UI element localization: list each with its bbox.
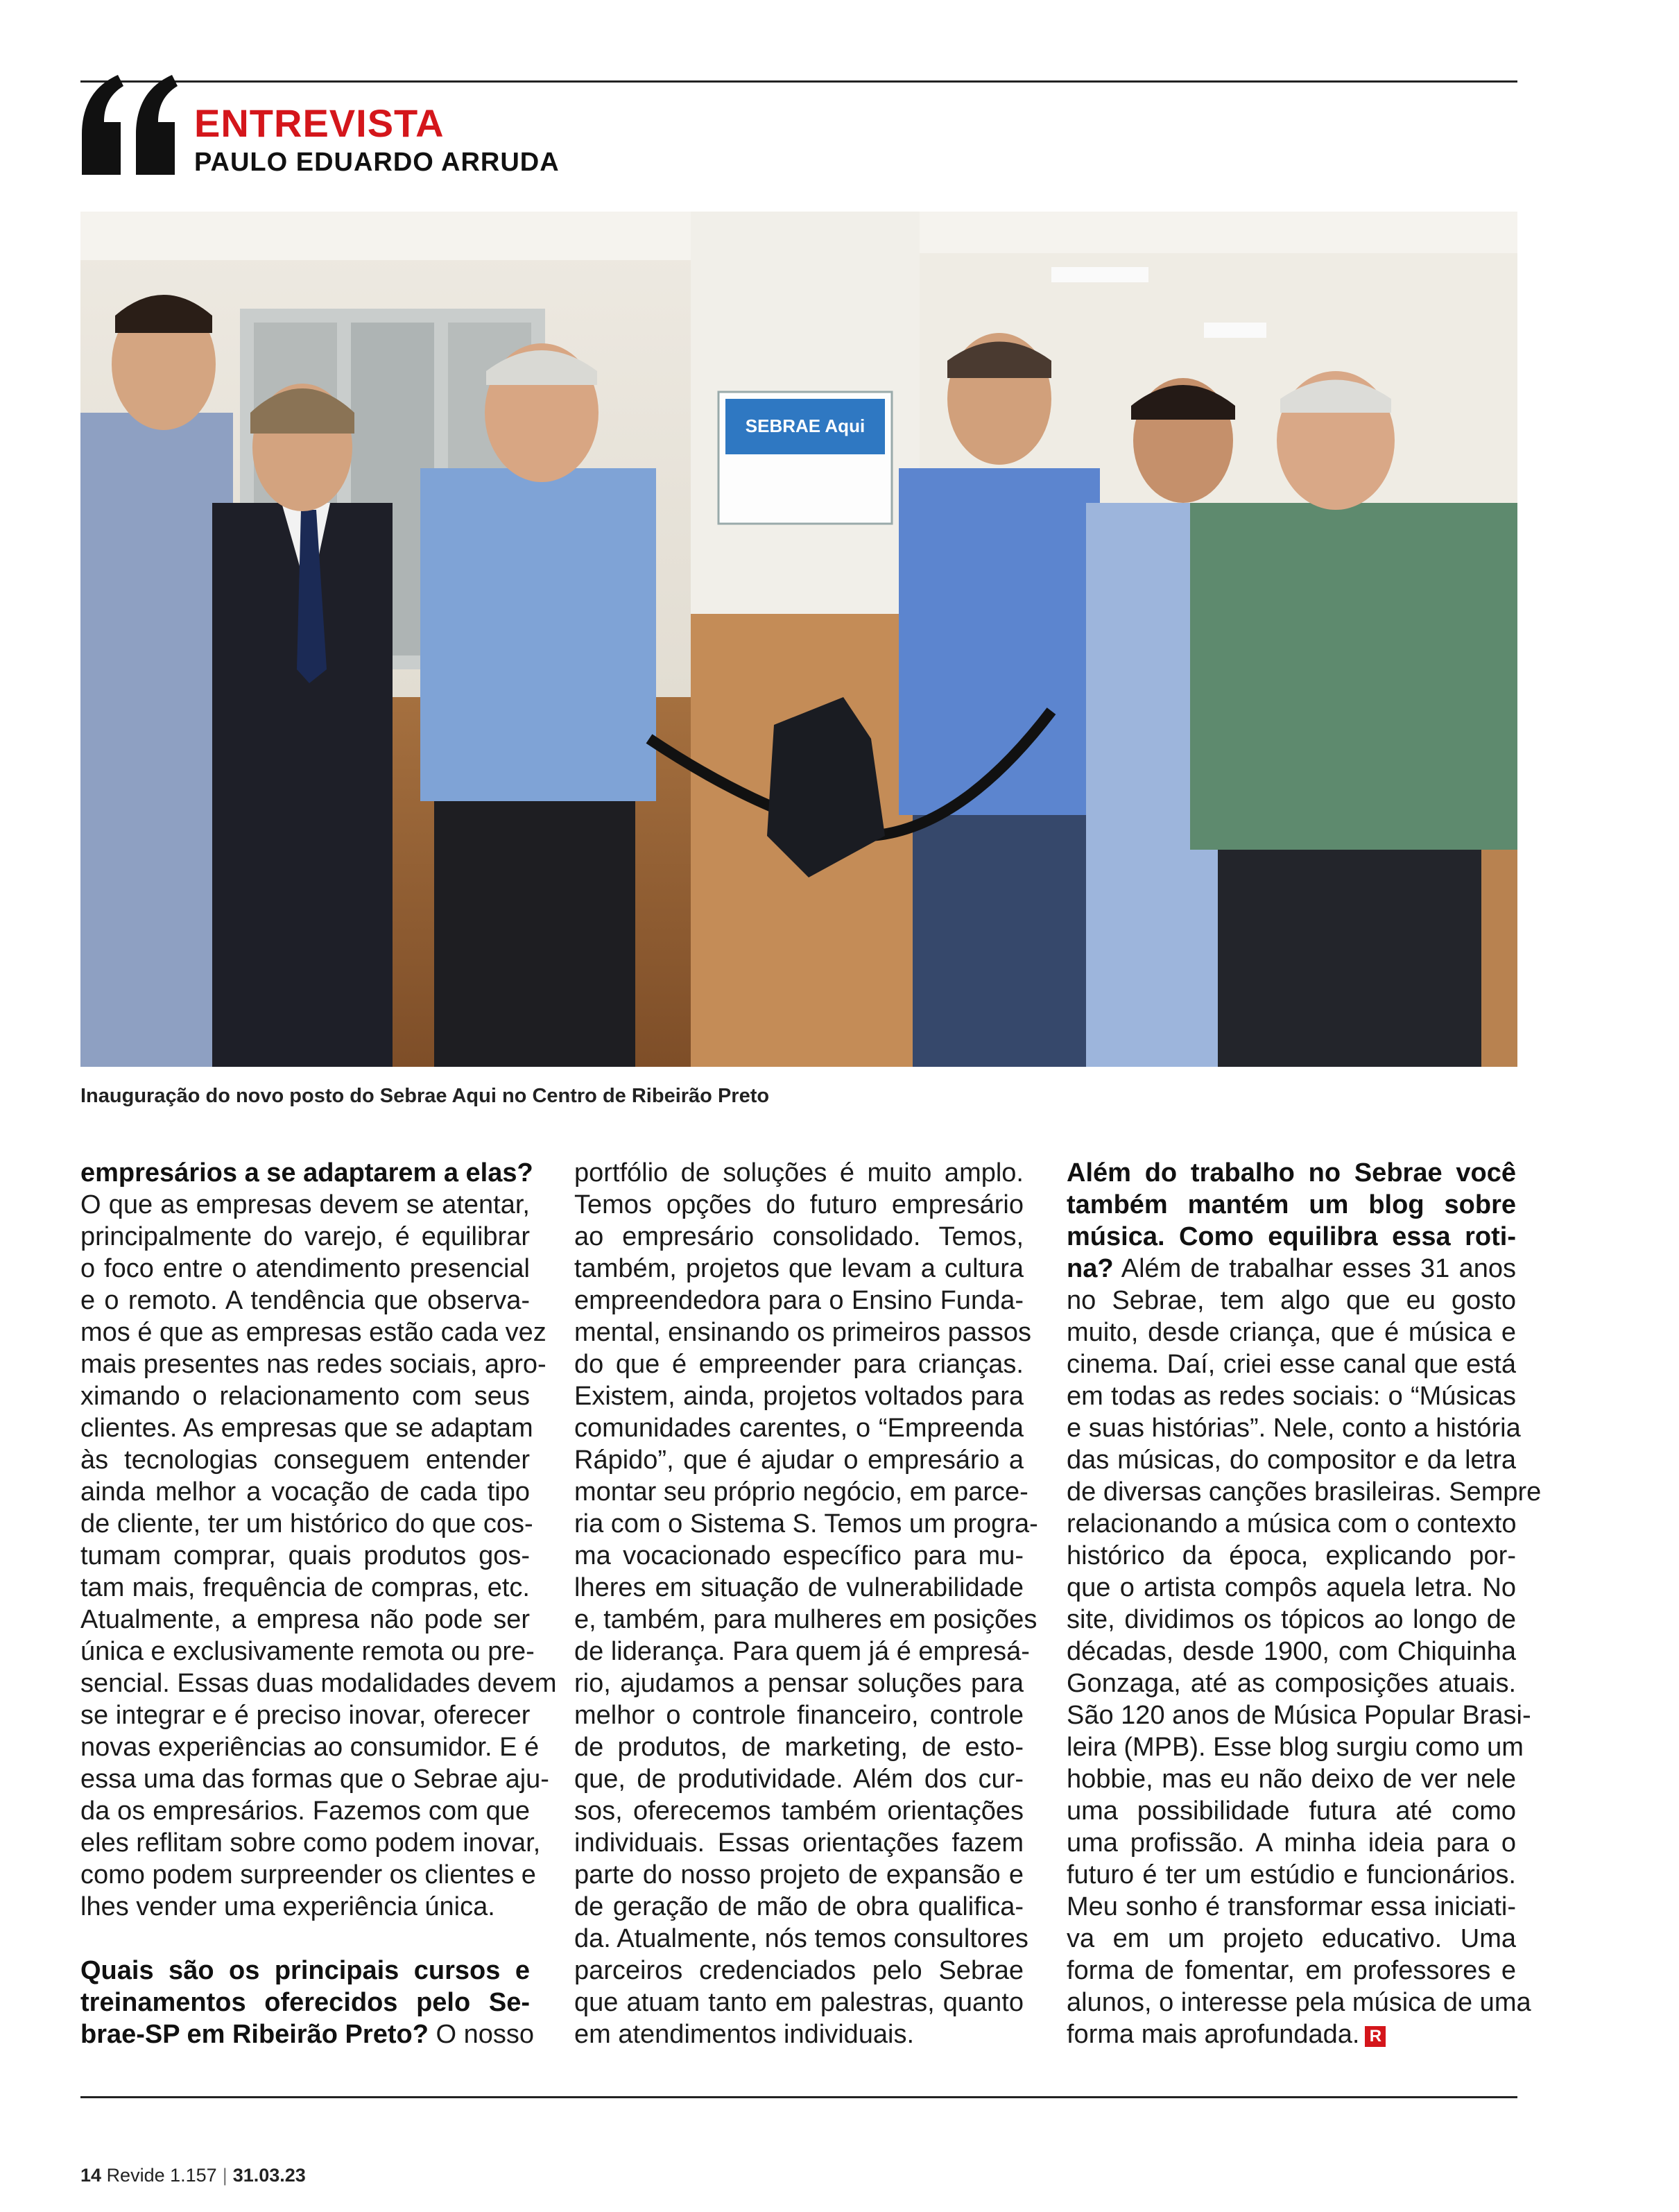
- text-line: principalmente do varejo, é equilibrar: [80, 1222, 530, 1251]
- text-line: sencial. Essas duas modalidades devem: [80, 1669, 557, 1698]
- text-line: da. Atualmente, nós temos consultores: [574, 1924, 1028, 1953]
- text-line: futuro é ter um estúdio e funcionários.: [1067, 1860, 1516, 1889]
- question-line: Além do trabalho no Sebrae você: [1067, 1158, 1516, 1188]
- text-line: das músicas, do compositor e da letra: [1067, 1446, 1516, 1475]
- photo-caption: Inauguração do novo posto do Sebrae Aqui no Centro de Ribeirão Preto: [80, 1085, 770, 1107]
- text-line: também, projetos que levam a cultura: [574, 1254, 1024, 1283]
- magazine-issue: Revide 1.157: [106, 2165, 217, 2186]
- text-line: site, dividimos os tópicos ao longo de: [1067, 1605, 1516, 1634]
- text-line: Atualmente, a empresa não pode ser: [80, 1605, 530, 1634]
- text-line: Rápido”, que é ajudar o empresário a: [574, 1446, 1024, 1475]
- text-line: novas experiências ao consumidor. E é: [80, 1733, 540, 1762]
- text-line: de diversas canções brasileiras. Sempre: [1067, 1477, 1542, 1507]
- quote-mark-icon: [78, 71, 182, 182]
- event-photo: [80, 212, 1517, 1067]
- text-line: como podem surpreender os clientes e: [80, 1860, 536, 1889]
- text-line: tam mais, frequência de compras, etc.: [80, 1573, 530, 1602]
- text-line: ximando o relacionamento com seus: [80, 1382, 530, 1411]
- text-line: e suas histórias”. Nele, conto a história: [1067, 1414, 1521, 1443]
- answer-start: O nosso: [428, 2020, 534, 2049]
- text-line: às tecnologias conseguem entender: [80, 1446, 530, 1475]
- answer-paragraph-2: [574, 1157, 1038, 2050]
- text-line: relacionando a música com o contexto: [1067, 1509, 1517, 1538]
- plaque-text: SEBRAE Aqui: [745, 415, 866, 436]
- text-line: que atuam tanto em palestras, quanto: [574, 1988, 1024, 2017]
- question-line: também mantém um blog sobre: [1067, 1190, 1516, 1219]
- text-line: lhes vender uma experiência única.: [80, 1892, 495, 1921]
- text-line: parte do nosso projeto de expansão e: [574, 1860, 1024, 1889]
- text-line: Gonzaga, até as composições atuais.: [1067, 1669, 1516, 1698]
- article-column-3: [1067, 1157, 1542, 2050]
- text-line: mental, ensinando os primeiros passos: [574, 1318, 1032, 1347]
- page-footer: 14 Revide 1.157 | 31.03.23: [80, 2165, 306, 2186]
- text-line: que, de produtividade. Além dos cur-: [574, 1765, 1024, 1794]
- text-line: mais presentes nas redes sociais, apro-: [80, 1350, 546, 1379]
- text-line: essa uma das formas que o Sebrae aju-: [80, 1765, 549, 1794]
- answer-start: Além de trabalhar esses 31 anos: [1113, 1254, 1516, 1283]
- question-paragraph-3: [1067, 1157, 1542, 2050]
- text-line: leira (MPB). Esse blog surgiu como um: [1067, 1733, 1524, 1762]
- text-line: parceiros credenciados pelo Sebrae: [574, 1956, 1024, 1985]
- answer-paragraph-1: [80, 1157, 557, 1923]
- text-line: em atendimentos individuais.: [574, 2020, 915, 2049]
- interviewee-name: PAULO EDUARDO ARRUDA: [194, 148, 560, 177]
- text-line: clientes. As empresas que se adaptam: [80, 1414, 533, 1443]
- text-line: uma profissão. A minha ideia para o: [1067, 1828, 1516, 1858]
- text-line: de liderança. Para quem já é empresá-: [574, 1637, 1030, 1666]
- bottom-rule: [80, 2096, 1517, 2098]
- text-line: sos, oferecemos também orientações: [574, 1797, 1024, 1826]
- text-line: mos é que as empresas estão cada vez: [80, 1318, 546, 1347]
- text-line: de cliente, ter um histórico do que cos-: [80, 1509, 533, 1538]
- text-line: muito, desde criança, que é música e: [1067, 1318, 1516, 1347]
- text-line: montar seu próprio negócio, em parce-: [574, 1477, 1028, 1507]
- text-line: empreendedora para o Ensino Funda-: [574, 1286, 1024, 1315]
- text-line: O que as empresas devem se atentar,: [80, 1190, 530, 1219]
- text-line: ao empresário consolidado. Temos,: [574, 1222, 1024, 1251]
- text-line: empresários a se adaptarem a elas?: [80, 1158, 533, 1188]
- issue-date: 31.03.23: [232, 2165, 306, 2186]
- page-number: 14: [80, 2165, 102, 2186]
- question-line: música. Como equilibra essa roti-: [1067, 1222, 1516, 1251]
- text-line: lheres em situação de vulnerabilidade: [574, 1573, 1024, 1602]
- question-line: Quais são os principais cursos e: [80, 1956, 530, 1985]
- text-line: melhor o controle financeiro, controle: [574, 1701, 1024, 1730]
- text-line: do que é empreender para crianças.: [574, 1350, 1024, 1379]
- text-line: forma de fomentar, em professores e: [1067, 1956, 1516, 1985]
- text-line: no Sebrae, tem algo que eu gosto: [1067, 1286, 1516, 1315]
- text-line: portfólio de soluções é muito amplo.: [574, 1158, 1024, 1188]
- text-line: ainda melhor a vocação de cada tipo: [80, 1477, 530, 1507]
- text-line: eles reflitam sobre como podem inovar,: [80, 1828, 541, 1858]
- text-line: rio, ajudamos a pensar soluções para: [574, 1669, 1024, 1698]
- text-line: comunidades carentes, o “Empreenda: [574, 1414, 1024, 1443]
- text-line: ma vocacionado específico para mu-: [574, 1541, 1024, 1570]
- text-line: uma possibilidade futura até como: [1067, 1797, 1516, 1826]
- text-line: se integrar e é preciso inovar, oferecer: [80, 1701, 531, 1730]
- text-line: que o artista compôs aquela letra. No: [1067, 1573, 1516, 1602]
- text-line: histórico da época, explicando por-: [1067, 1541, 1516, 1570]
- text-line: cinema. Daí, criei esse canal que está: [1067, 1350, 1516, 1379]
- text-line: única e exclusivamente remota ou pre-: [80, 1637, 535, 1666]
- article-column-1: [80, 1157, 557, 2050]
- text-line: e o remoto. A tendência que observa-: [80, 1286, 530, 1315]
- text-line: alunos, o interesse pela música de uma: [1067, 1988, 1531, 2017]
- section-label: ENTREVISTA: [194, 101, 445, 145]
- text-line: o foco entre o atendimento presencial: [80, 1254, 530, 1283]
- question-line: brae-SP em Ribeirão Preto?: [80, 2020, 429, 2049]
- text-line: hobbie, mas eu não deixo de ver nele: [1067, 1765, 1516, 1794]
- text-line: Existem, ainda, projetos voltados para: [574, 1382, 1024, 1411]
- end-mark-icon: R: [1365, 2026, 1386, 2047]
- text-line: tumam comprar, quais produtos gos-: [80, 1541, 530, 1570]
- text-line: individuais. Essas orientações fazem: [574, 1828, 1024, 1858]
- text-line: ria com o Sistema S. Temos um progra-: [574, 1509, 1038, 1538]
- text-line: de produtos, de marketing, de esto-: [574, 1733, 1024, 1762]
- text-line: Temos opções do futuro empresário: [574, 1190, 1024, 1219]
- text-line: forma mais aprofundada.: [1067, 2020, 1360, 2049]
- text-line: da os empresários. Fazemos com que: [80, 1797, 530, 1826]
- question-line: na?: [1067, 1254, 1114, 1283]
- question-line: treinamentos oferecidos pelo Se-: [80, 1988, 530, 2017]
- text-line: décadas, desde 1900, com Chiquinha: [1067, 1637, 1516, 1666]
- text-line: va em um projeto educativo. Uma: [1067, 1924, 1516, 1953]
- text-line: Meu sonho é transformar essa iniciati-: [1067, 1892, 1516, 1921]
- text-line: e, também, para mulheres em posições: [574, 1605, 1037, 1634]
- question-paragraph-2: [80, 1955, 534, 2050]
- text-line: de geração de mão de obra qualifica-: [574, 1892, 1024, 1921]
- article-column-2: [574, 1157, 1038, 2050]
- text-line: em todas as redes sociais: o “Músicas: [1067, 1382, 1516, 1411]
- top-rule: [80, 80, 1517, 83]
- text-line: São 120 anos de Música Popular Brasi-: [1067, 1701, 1531, 1730]
